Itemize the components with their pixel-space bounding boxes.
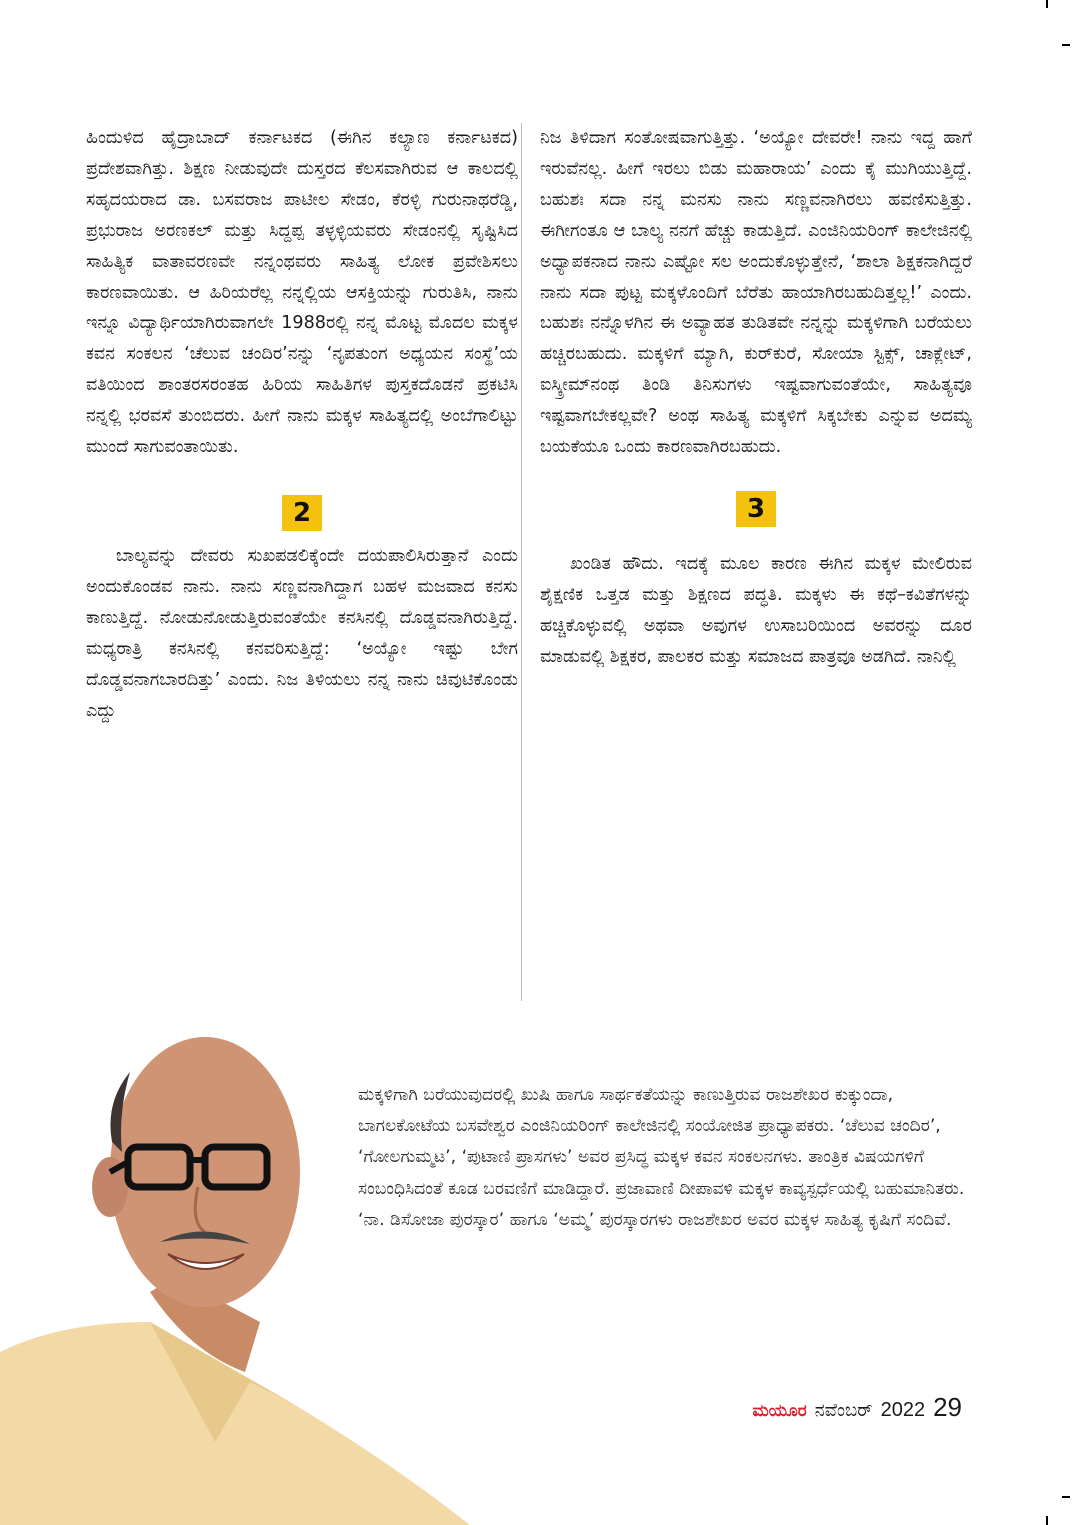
column-divider (521, 123, 522, 1001)
crop-mark (1046, 1516, 1048, 1525)
article-paragraph: ಹಿಂದುಳಿದ ಹೈದ್ರಾಬಾದ್ ಕರ್ನಾಟಕದ (ಈಗಿನ ಕಲ್ಯಾಣ ಕರ್ನಾಟಕದ) ಪ್ರದೇಶವಾಗಿತ್ತು. ಶಿಕ್ಷಣ ನೀಡುವುದೇ ದುಸ್ತರದ ಕೆಲಸವಾಗಿರುವ ಆ ಕಾಲದಲ್ಲಿ ಸಹೃದಯರಾದ ಡಾ. ಬಸವರಾಜ ಪಾಟೀಲ ಸೇಡಂ, ಕೆರಳ್ಳಿ ಗುರುನಾಥರೆಡ್ಡಿ, ಪ್ರಭುರಾಜ ಅರಣಕಲ್ ಮತ್ತು ಸಿದ್ದಪ್ಪ ತಳ್ಳಳ್ಳಿಯವರು ಸೇಡಂನಲ್ಲಿ ಸೃಷ್ಟಿಸಿದ ಸಾಹಿತ್ಯಿಕ ವಾತಾವರಣವೇ ನನ್ನಂಥವರು ಸಾಹಿತ್ಯ ಲೋಕ ಪ್ರವೇಶಿಸಲು ಕಾರಣವಾಯಿತು. ಆ ಹಿರಿಯರೆಲ್ಲ ನನ್ನಲ್ಲಿಯ ಆಸಕ್ತಿಯನ್ನು ಗುರುತಿಸಿ, ನಾನು ಇನ್ನೂ ವಿದ್ಯಾರ್ಥಿಯಾಗಿರುವಾಗಲೇ 1988ರಲ್ಲಿ ನನ್ನ ಮೊಟ್ಟ ಮೊದಲ ಮಕ್ಕಳ ಕವನ ಸಂಕಲನ ‘ಚೆಲುವ ಚಂದಿರ’ನನ್ನು ‘ನೃಪತುಂಗ ಅಧ್ಯಯನ ಸಂಸ್ಥೆ’ಯ ವತಿಯಿಂದ ಶಾಂತರಸರಂತಹ ಹಿರಿಯ ಸಾಹಿತಿಗಳ ಪುಸ್ತಕದೊಡನೆ ಪ್ರಕಟಿಸಿ ನನ್ನಲ್ಲಿ ಭರವಸೆ ತುಂಬಿದರು. ಹೀಗೆ ನಾನು ಮಕ್ಕಳ ಸಾಹಿತ್ಯದಲ್ಲಿ ಅಂಬೆಗಾಲಿಟ್ಟು ಮುಂದೆ ಸಾಗುವಂತಾಯಿತು. (86, 128, 518, 458)
author-bio (358, 1080, 970, 1236)
issue-month: ನವೆಂಬರ್ (814, 1400, 873, 1421)
article-paragraph: ಬಾಲ್ಯವನ್ನು ದೇವರು ಸುಖಪಡಲಿಕ್ಕೆಂದೇ ದಯಪಾಲಿಸಿರುತ್ತಾನೆ ಎಂದು ಅಂದುಕೊಂಡವ ನಾನು. ನಾನು ಸಣ್ಣವನಾಗಿದ್ದಾಗ ಬಹಳ ಮಜವಾದ ಕನಸು ಕಾಣುತ್ತಿದ್ದೆ. ನೋಡುನೋಡುತ್ತಿರುವಂತೆಯೇ ಕನಸಿನಲ್ಲಿ ದೊಡ್ಡವನಾಗಿರುತ್ತಿದ್ದೆ. ಮಧ್ಯರಾತ್ರಿ ಕನಸಿನಲ್ಲಿ ಕನವರಿಸುತ್ತಿದ್ದೆ: ‘ಅಯ್ಯೋ ಇಷ್ಟು ಬೇಗ ದೊಡ್ಡವನಾಗಬಾರದಿತ್ತು’ ಎಂದು. ನಿಜ ತಿಳಿಯಲು ನನ್ನ ನಾನು ಚಿವುಟಿಕೊಂಡು ಎದ್ದು (86, 545, 518, 721)
magazine-logo: ಮಯೂರ (752, 1401, 807, 1421)
page-number: 29 (933, 1392, 962, 1422)
article-right-column (540, 123, 972, 673)
section-number-badge: 2 (282, 495, 322, 531)
section-number-badge: 3 (736, 491, 776, 527)
page-footer (753, 1392, 962, 1423)
article-left-column (86, 123, 518, 726)
issue-year: 2022 (880, 1399, 926, 1421)
crop-mark (1046, 0, 1048, 8)
crop-mark (1062, 44, 1070, 46)
article-paragraph: ನಿಜ ತಿಳಿದಾಗ ಸಂತೋಷವಾಗುತ್ತಿತ್ತು. ‘ಅಯ್ಯೋ ದೇವರೇ! ನಾನು ಇದ್ದ ಹಾಗೆ ಇರುವೆನಲ್ಲ. ಹೀಗೆ ಇರಲು ಬಿಡು ಮಹಾರಾಯ’ ಎಂದು ಕೈ ಮುಗಿಯುತ್ತಿದ್ದೆ. ಬಹುಶಃ ಸದಾ ನನ್ನ ಮನಸು ನಾನು ಸಣ್ಣವನಾಗಿರಲು ಹವಣಿಸುತ್ತಿತ್ತು. ಈಗೀಗಂತೂ ಆ ಬಾಲ್ಯ ನನಗೆ ಹೆಚ್ಚು ಕಾಡುತ್ತಿದೆ. ಎಂಜಿನಿಯರಿಂಗ್ ಕಾಲೇಜಿನಲ್ಲಿ ಅಧ್ಯಾಪಕನಾದ ನಾನು ಎಷ್ಟೋ ಸಲ ಅಂದುಕೊಳ್ಳುತ್ತೇನೆ, ‘ಶಾಲಾ ಶಿಕ್ಷಕನಾಗಿದ್ದರೆ ನಾನು ಸದಾ ಪುಟ್ಟ ಮಕ್ಕಳೊಂದಿಗೆ ಬೆರೆತು ಹಾಯಾಗಿರಬಹುದಿತ್ತಲ್ಲ!’ ಎಂದು. ಬಹುಶಃ ನನ್ನೊಳಗಿನ ಈ ಅವ್ಯಾಹತ ತುಡಿತವೇ ನನ್ನನ್ನು ಮಕ್ಕಳಿಗಾಗಿ ಬರೆಯಲು ಹಚ್ಚಿರಬಹುದು. ಮಕ್ಕಳಿಗೆ ಮ್ಯಾಗಿ, ಕುರ್‌ಕುರೆ, ಸೋಯಾ ಸ್ಟಿಕ್ಸ್, ಚಾಕ್ಲೇಟ್, ಐಸ್ಕ್ರೀಮ್‌ನಂಥ ತಿಂಡಿ ತಿನಿಸುಗಳು ಇಷ್ಟವಾಗುವಂತೆಯೇ, ಸಾಹಿತ್ಯವೂ ಇಷ್ಟವಾಗಬೇಕಲ್ಲವೇ? ಅಂಥ ಸಾಹಿತ್ಯ ಮಕ್ಕಳಿಗೆ ಸಿಕ್ಕಬೇಕು ಎನ್ನುವ ಅದಮ್ಯ ಬಯಕೆಯೂ ಒಂದು ಕಾರಣವಾಗಿರಬಹುದು. (540, 128, 972, 458)
article-paragraph: ಖಂಡಿತ ಹೌದು. ಇದಕ್ಕೆ ಮೂಲ ಕಾರಣ ಈಗಿನ ಮಕ್ಕಳ ಮೇಲಿರುವ ಶೈಕ್ಷಣಿಕ ಒತ್ತಡ ಮತ್ತು ಶಿಕ್ಷಣದ ಪದ್ಧತಿ. ಮಕ್ಕಳು ಈ ಕಥೆ–ಕವಿತೆಗಳನ್ನು ಹಚ್ಚಿಕೊಳ್ಳುವಲ್ಲಿ ಅಥವಾ ಅವುಗಳ ಉಸಾಬರಿಯಿಂದ ಅವರನ್ನು ದೂರ ಮಾಡುವಲ್ಲಿ ಶಿಕ್ಷಕರ, ಪಾಲಕರ ಮತ್ತು ಸಮಾಜದ ಪಾತ್ರವೂ ಅಡಗಿದೆ. ನಾನಿಲ್ಲಿ (540, 553, 972, 667)
crop-mark (1062, 1496, 1070, 1498)
author-bio-text: ಮಕ್ಕಳಿಗಾಗಿ ಬರೆಯುವುದರಲ್ಲಿ ಖುಷಿ ಹಾಗೂ ಸಾರ್ಥಕತೆಯನ್ನು ಕಾಣುತ್ತಿರುವ ರಾಜಶೇಖರ ಕುಕ್ಕುಂದಾ, ಬಾಗಲಕೋಟೆಯ ಬಸವೇಶ್ವರ ಎಂಜಿನಿಯರಿಂಗ್ ಕಾಲೇಜಿನಲ್ಲಿ ಸಂಯೋಜಿತ ಪ್ರಾಧ್ಯಾಪಕರು. ‘ಚೆಲುವ ಚಂದಿರ’, ‘ಗೋಲಗುಮ್ಮಟ’, ‘ಪುಟಾಣಿ ಪ್ರಾಸಗಳು’ ಅವರ ಪ್ರಸಿದ್ಧ ಮಕ್ಕಳ ಕವನ ಸಂಕಲನಗಳು. ತಾಂತ್ರಿಕ ವಿಷಯಗಳಿಗೆ ಸಂಬಂಧಿಸಿದಂತೆ ಕೂಡ ಬರವಣಿಗೆ ಮಾಡಿದ್ದಾರೆ. ಪ್ರಜಾವಾಣಿ ದೀಪಾವಳಿ ಮಕ್ಕಳ ಕಾವ್ಯಸ್ಪರ್ಧೆಯಲ್ಲಿ ಬಹುಮಾನಿತರು. ‘ನಾ. ಡಿಸೋಜಾ ಪುರಸ್ಕಾರ’ ಹಾಗೂ ‘ಅಮ್ಮ’ ಪುರಸ್ಕಾರಗಳು ರಾಜಶೇಖರ ಅವರ ಮಕ್ಕಳ ಸಾಹಿತ್ಯ ಕೃಷಿಗೆ ಸಂದಿವೆ. (358, 1085, 965, 1230)
